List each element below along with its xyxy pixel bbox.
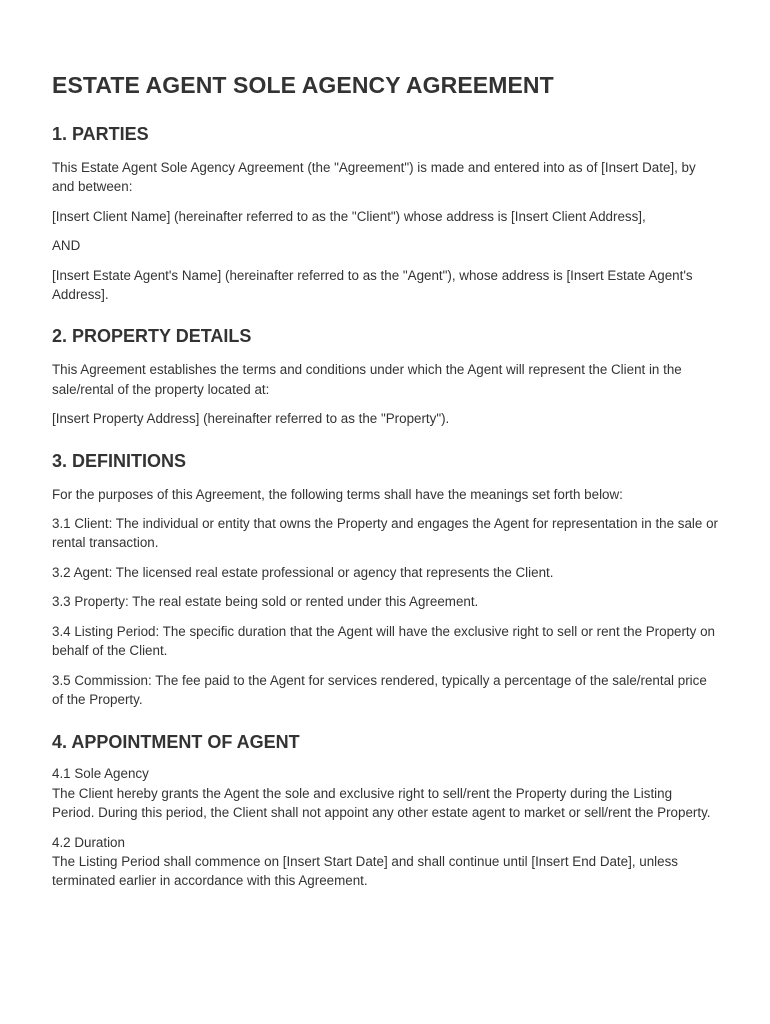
section-heading: 1. PARTIES: [52, 124, 149, 144]
section-definitions: [52, 449, 718, 710]
paragraph: This Agreement establishes the terms and conditions under which the Agent will represent the Client in the sale/rental of the property located at:: [52, 362, 682, 397]
definition-item: 3.1 Client: The individual or entity that owns the Property and engages the Agent for representation in the sale or rental transaction.: [52, 516, 718, 551]
subsection-body: The Client hereby grants the Agent the sole and exclusive right to sell/rent the Property during the Listing Period. During this period, the Client shall not appoint any other estate agent to market or sell/rent the Property.: [52, 785, 711, 821]
subsection-title: 4.1 Sole Agency: [52, 766, 149, 782]
section-heading: 4. APPOINTMENT OF AGENT: [52, 732, 300, 753]
paragraph: For the purposes of this Agreement, the following terms shall have the meanings set forth below:: [52, 486, 623, 502]
section-appointment-of-agent: [52, 730, 718, 890]
paragraph: AND: [52, 238, 81, 254]
paragraph: [Insert Client Name] (hereinafter referred to as the "Client") whose address is [Insert Client Address],: [52, 208, 646, 224]
section-property-details: [52, 324, 718, 428]
subsection-sole-agency: [52, 764, 718, 822]
subsection-body: The Listing Period shall commence on [Insert Start Date] and shall continue until [Insert End Date], unless terminated earlier in accordance with this Agreement.: [52, 853, 678, 889]
document-title: ESTATE AGENT SOLE AGENCY AGREEMENT: [52, 72, 554, 98]
definition-item: 3.4 Listing Period: The specific duration that the Agent will have the exclusive right to sell or rent the Property on behalf of the Client.: [52, 623, 715, 659]
paragraph: [Insert Estate Agent's Name] (hereinafter referred to as the "Agent"), whose address is [Insert Estate Agent's Address].: [52, 267, 693, 303]
paragraph: This Estate Agent Sole Agency Agreement (the "Agreement") is made and entered into as of [Insert Date], by and between:: [52, 160, 696, 195]
definition-item: 3.5 Commission: The fee paid to the Agent for services rendered, typically a percentage of the sale/rental price of the Property.: [52, 672, 707, 707]
definition-item: 3.3 Property: The real estate being sold or rented under this Agreement.: [52, 594, 479, 610]
section-heading: 2. PROPERTY DETAILS: [52, 326, 252, 347]
subsection-duration: [52, 833, 718, 891]
section-parties: [52, 122, 718, 304]
subsection-title: 4.2 Duration: [52, 834, 125, 850]
paragraph: [Insert Property Address] (hereinafter referred to as the "Property").: [52, 411, 450, 427]
definition-item: 3.2 Agent: The licensed real estate professional or agency that represents the Client.: [52, 564, 554, 580]
section-heading: 3. DEFINITIONS: [52, 450, 187, 471]
